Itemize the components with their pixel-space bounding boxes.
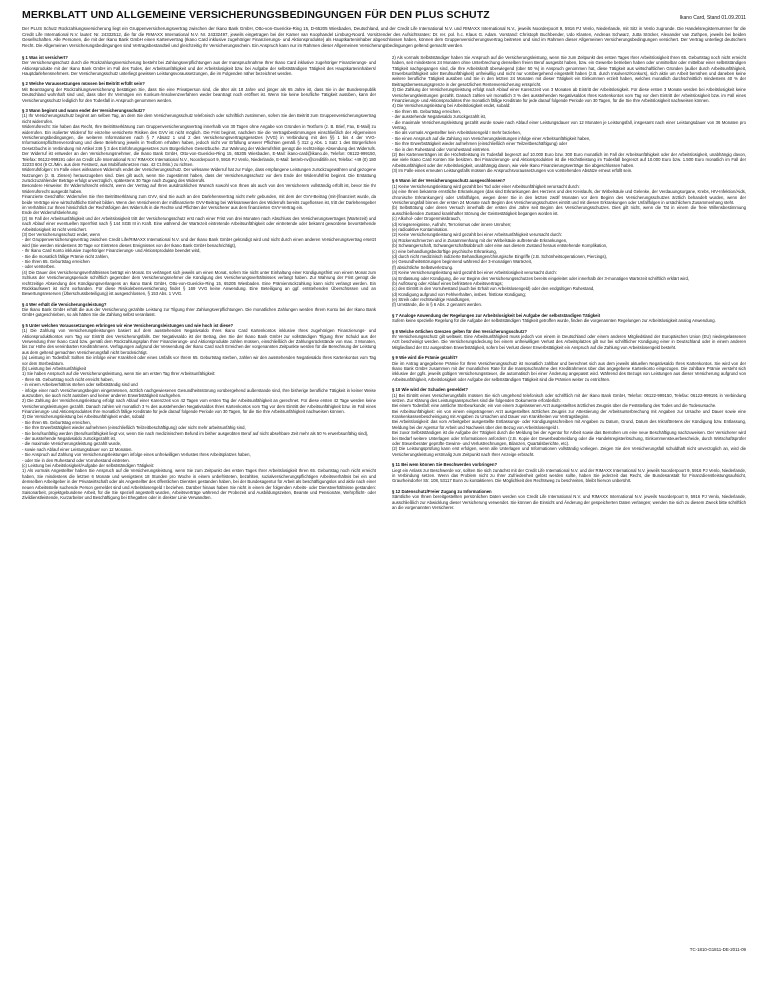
section xyxy=(392,313,746,324)
section-paragraph: (2) Im Fall der Arbeitsunfähigkeit und der Arbeitslosigkeit tritt der Versicherungsschutz erst nach einer Frist von drei Monaten nach Abschluss des Versicherungsvertrages (Wartezeit) und nach Ablauf einer eventuellen Sperrfrist nach § 144 SGB III in Kraft. Eine während der Wartezeit eintretende Arbeitsunfähigkeit oder eintretende oder bekannt gewordene bevorstehende Arbeitslosigkeit ist nicht versichert. xyxy=(22,215,376,232)
section-paragraph: Die im Antrag angegebene Prämie für Ihren Versicherungsschutz ist monatlich zahlbar und berechnet sich aus dem jeweils aktuellen Negativsaldo Ihres Kartenkontos. Sie wird von der Ikano Bank GmbH zusammen mit der monatlichen Rate für die Inanspruchnahme des Kreditrahmens über das angegebene Kartenkonto eingezogen. Die zahlbare Prämie versteht sich inklusive der ggfs. jeweils gültigen Versicherungssteuer, die automatisch bei einer Änderung angepasst wird. Während des Bezugs von Leistungen aus dieser Versicherung aufgrund von Arbeitsunfähigkeit, Arbeitslosigkeit oder Aufgabe der selbstständigen Tätigkeit sind die Prämien weiter zu entrichten. xyxy=(392,360,746,382)
section-paragraph: 3) Die Versicherungsleistung bei Arbeitsunfähigkeit endet, sobald xyxy=(22,414,145,420)
section-paragraph: (c) Leistung bei Arbeitslosigkeit/Aufgabe der selbstständigen Tätigkeit: xyxy=(22,463,154,468)
section-paragraph: (4) Die Dauer des Versicherungsverhältnisses beträgt ein Monat. Es verlängert sich jeweils um einen Monat, sofern Sie nicht unter Einhaltung einer Kündigungsfrist von einem Monat zum Schluss der Versicherungsperiode schriftlich gegenüber dem Versicherungsnehmer die Kündigung des Versicherungsverhältnisses verlangt haben. Zur Wahrung der Frist genügt die rechtzeitige Absendung des Kündigungsverlangens an Ikano Bank GmbH, Otto-von-Guericke-Ring 15, 65205 Wiesbaden. Eine Prämienrückzahlung kann nicht verlangt werden. Ein Rückkaufswert ist nicht vorhanden. Für diese Risikolebensversicherung findet § 169 VVG keine Anwendung. Eine Beteiligung an ggf. entstehenden Überschüssen und an Bewertungsreserven (Überschussbeteiligung) ist ausgeschlossen, § 153 Abs. 1 VVG. xyxy=(22,269,376,297)
two-column-body xyxy=(22,55,746,510)
section-paragraph: - Sie als vormals Angestellter kein Arbeitslosengeld I mehr beziehen, xyxy=(392,130,521,136)
section-paragraph: - der ausstehende Negativsaldo zurückgezahlt ist, xyxy=(392,114,487,120)
section-title: § 5 Unter welchen Voraussetzungen erbringen wir eine Versicherungsleistungen und wie hoch ist diese? xyxy=(22,322,234,328)
section-title: § 6 Wann ist der Versicherungsschutz ausgeschlossen? xyxy=(392,178,506,184)
section-paragraph: - Sie Ihren 65. Geburtstag erreichen xyxy=(22,258,90,264)
intro-paragraph: Der PLUS Schutz Rückzahlungsversicherung liegt ein Gruppenversicherungsvertrag zwischen der Ikano Bank GmbH, Otto-von-Guericke-Ring 15, D-65205 Wiesbaden, Deutschland, und der Credit Life International N.V. und RIMAXX International N.V., jeweils Noorderpoort 9, 5916 PJ Venlo, Niederlande, mit Sitz in Venlo zugrunde. Die Handelsregisternummer für die Credit Life International N.V. lautet: Nr. 24332512, die für die RIMAXX International N.V. Nr. 24332497, jeweils eingetragen bei der Kamer van Koophandel Limburg-Noord. Vorsitzender des Aufsichtsrates: Dr. rer. pol. h.c. Klaus G. Adam. Vorstand: Christoph Buchbender, Udo Klanten, Andreas Schwarz, Jutta Stöcker, Alexander van Zuthpen, jeweils bei beiden Gesellschaften. Alle Personen, die mit der Ikano Bank GmbH einen Kartenvertrag (Ikano Card inklusive zugehöriger Finanzierungs- und Aktionsprodukte) als Hauptkarteninhaber abgeschlossen haben, können dem Gruppenversicherungsvertrag beitreten und sind im Rahmen dieser Allgemeinen Versicherungsbedingungen versichert. Der Vertrag unterliegt deutschem Recht. Die Allgemeinen Versicherungsbedingungen sind Vertragsbestandteil und gleichzeitig Ihr Versicherungsschein. Ein Anspruch kann nur im Rahmen dieser Allgemeinen Versicherungsbedingungen geltend gemacht werden. xyxy=(22,26,746,49)
section-paragraph: Bei Arbeitslosigkeit: das vom Arbeitgeber ausgestellte Entlassungs- oder Kündigungsschreiben mit Angaben zu Datum, Grund, Datum des Inkrafttretens der Kündigung bzw. Entlassung, Meldung bei der Agentur für Arbeit und Nachweis über den Bezug von Arbeitslosengeld I. xyxy=(392,419,746,430)
section xyxy=(392,55,746,174)
section-paragraph: (b) Auflösung oder Ablauf eines befristeten Arbeitsvertrags; xyxy=(392,280,503,286)
section-paragraph: (c) Alkohol- oder Drogenmissbrauch, xyxy=(392,216,461,222)
section-paragraph: (e) radioaktive Kontamination. xyxy=(392,226,449,232)
section-paragraph: 4) Die Versicherungsleistung bei Arbeitslosigkeit endet, sobald: xyxy=(392,103,511,109)
section-paragraph: (1) Bei Eintritt eines Versicherungsfalls müssen Sie sich umgehend telefonisch oder schriftlich mit der Ikano Bank GmbH, Telefon: 06122-999150, Telefax: 06122-999191 in Verbindung setzen. Zur Klärung des Leistungsanspruches sind die folgenden Dokumente erforderlich: xyxy=(392,392,746,403)
section xyxy=(392,329,746,351)
left-column xyxy=(22,55,376,510)
section-title: § 10 Wie wird der Schaden gemeldet? xyxy=(392,387,469,393)
section-paragraph: (a) Rückenschmerzen und in Zusammenhang mit der Wirbelsäule auftretende Erkrankungen, xyxy=(392,237,568,243)
section-paragraph: - Sie in den Ruhestand oder Vorruhestand eintreten. xyxy=(392,146,491,152)
section-title: § 7 Analoge Anwendung der Regelungen zur Arbeitslosigkeit bei Aufgabe der selbstständigen Tätigkeit xyxy=(392,312,601,318)
section-paragraph: Ende der Widerrufsbelehrung xyxy=(22,210,78,216)
section-paragraph: - Sie die monatlich fällige Prämie nicht zahlen, xyxy=(22,253,109,259)
section-paragraph: (3) Keine Versicherungsleistung wird gezahlt bei einer Arbeitslosigkeit verursacht durch: xyxy=(392,270,557,276)
right-column xyxy=(392,55,746,510)
section-title: § 2 Welche Voraussetzungen müssen bei Beitritt erfüllt sein? xyxy=(22,81,145,87)
section xyxy=(22,81,376,103)
section-paragraph: (2) Die Leistungsprüfung kann erst erfolgen, wenn alle Unterlagen und Informationen vollständig vorliegen. Zeigen Sie den Versicherungsfall schuldhaft nicht unverzüglich an, wird die Versicherungsleistung erstmalig zum Zeitpunkt nach Ihrer Anzeige erbracht. xyxy=(392,446,746,457)
section-paragraph: - oder Sie in den Ruhestand oder Vorruhestand eintreten. xyxy=(22,457,130,463)
section-paragraph: - die maximale Versicherungsleistung gezahlt wurde, xyxy=(22,441,122,447)
section-paragraph: (3) Im Falle eines erneuten Leistungsfalls müssen die Anspruchsvoraussetzungen von vorstehenden Absätze erneut erfüllt sein. xyxy=(392,168,633,174)
section-paragraph: Besondere Hinweise: Ihr Widerrufsrecht erlischt, wenn der Vertrag auf Ihren ausdrücklichen Wunsch sowohl von Ihnen als auch von den Versicherern vollständig erfüllt ist, bevor Sie Ihr Widerrufsrecht ausgeübt haben. xyxy=(22,183,376,194)
section-paragraph: Sämtliche von Ihnen bereitgestellten persönlichen Daten werden von Credit Life International N.V. und RIMAXX International N.V. jeweils Noorderpoort 9, 5916 PJ Venlo, Niederlande, ausschließlich zur Abwicklung dieser Versicherung verwendet. Sie können die Einsicht und Änderung der gespeicherten Daten verlangen; wenden Sie sich zu diesem Zweck bitte schriftlich an die vorgenannten Versicherer. xyxy=(392,494,746,510)
section-paragraph: - sowie nach Ablauf einer Leistungsdauer von 12 Monaten. xyxy=(22,446,133,452)
section-paragraph: (d) Kriegsereignisse, Aufruhr, Terrorismus oder innere Unruhen; xyxy=(392,221,512,227)
section xyxy=(22,323,376,501)
section-title: § 12 Datenschutz/Freier Zugang zu Informationen xyxy=(392,488,492,494)
document-title: MERKBLATT UND ALLGEMEINE VERSICHERUNGSBEDINGUNGEN FÜR DEN PLUS SCHUTZ xyxy=(22,9,490,21)
section-paragraph: - Sie Anspruch auf Zahlung von Versicherungsleistungen infolge eines unfreiwilligen Verlustes Ihres Arbeitsplatzes haben, xyxy=(22,452,251,458)
section xyxy=(392,489,746,511)
section-paragraph: (e) Gesundheitsstörungen beginnend während der 3-monatigen Wartezeit, xyxy=(392,259,532,265)
section-paragraph: - Ihr Ikano Card Konto inklusive zugehöriger Finanzierungs- und Aktionsprodukte beendet wird, xyxy=(22,248,201,254)
document-code: TC-1810-G1811-DE-2011-09 xyxy=(689,947,746,952)
section xyxy=(392,462,746,484)
section-paragraph: Der Versicherungsschutz durch die Rückzahlungsversicherung besteht bei Zahlungsverpflichtungen aus der Inanspruchnahme Ihrer Ikano Card inklusive zugehöriger Finanzierungs- und Aktionsprodukte mit der Ikano Bank GmbH im Fall des Todes, der Arbeitsunfähigkeit und der Arbeitslosigkeit bzw. bei Aufgabe der selbstständigen Tätigkeit des Hauptkarteninhabers/ Hauptdarlehensnehmers. Der Versicherungsschutz unterliegt gewissen Leistungsvoraussetzungen, die im Folgenden näher bezeichnet werden. xyxy=(22,60,376,77)
section-paragraph: - Sie berufsunfähig werden (Berufsunfähigkeit liegt vor, wenn Sie nach medizinischem Befund im bisher ausgeübten Beruf auf nicht absehbare Zeit mehr als 50 % erwerbsunfähig sind), xyxy=(22,430,369,436)
section xyxy=(22,302,376,318)
section-paragraph: Ihr Versicherungsschutz gilt weltweit. Eine Arbeitsunfähigkeit muss jedoch von einem in Deutschland oder einem anderen Mitgliedsland der Europäischen Union (EU) niedergelassenen Arzt bescheinigt werden. Die Versicherungsdeckung bei einem unfreiwilligen Verlust des Arbeitsplatzes gilt nur bei schriftlicher Kündigung einer in Deutschland oder in einem anderen Mitgliedland der EU ausgeübten Erwerbstätigkeit, sofern bei Verlust dieser Erwerbstätigkeit ein Anspruch auf die Zahlung von Arbeitslosengeld besteht. xyxy=(392,334,746,350)
section-paragraph: - der ausstehende Negativsaldo zurückgezahlt ist, xyxy=(22,436,117,442)
section-paragraph: (b) Selbsttötung oder deren Versuch innerhalb der ersten drei Jahre seit Beginn des Versicherungsschutzes. Dies gilt nicht, wenn die Tat in einem die freie Willensbestimmung ausschließenden Zustand krankhafter Störung der Geistestätigkeit begangen worden ist. xyxy=(392,205,746,216)
document-date: Ikano Card, Stand 01.09.2011 xyxy=(679,15,746,21)
section-paragraph: Sofern keine spezielle Regelung für die Aufgabe der selbstständigen Tätigkeit getroffen wurde, finden die vorgenannten Regelungen zur Arbeitslosigkeit analog Anwendung. xyxy=(392,318,716,324)
section-paragraph: (b) Schwangerschaft, Schwangerschaftsabbruch oder eine aus diesem Zustand heraus entstehende Komplikation, xyxy=(392,243,608,249)
section-paragraph: Liegt ein Anlass zur Beschwerde vor, sollten Sie sich zunächst mit der Credit Life International N.V. und der RIMAXX International N.V. jeweils Noorderpoort 9, 5916 PJ Venlo, Niederlande, in Verbindung setzen. Wenn das Problem nicht zu Ihrer Zufriedenheit gelöst werden sollte, haben Sie jederzeit das Recht, die Bundesanstalt für Finanzdienstleistungsaufsicht, Graurheindorfer Str. 108, 53117 Bonn zu kontaktieren. Die Möglichkeit den Rechtsweg zu beschreiten, bleibt hiervon unberührt. xyxy=(392,467,746,484)
document-header xyxy=(22,9,746,21)
section-paragraph: Bei Arbeitsunfähigkeit: ein von einem eingetragenen Arzt ausgestelltes ärztliches Zeugnis zur Attestierung der Arbeitsunterbrechung mit Angaben zur Ursache und Dauer sowie eine Krankenkassenbescheinigung mit Angaben zu Ursachen und Dauer von Krankheiten vor Vertragsbeginn. xyxy=(392,408,746,420)
section-paragraph: - die maximale Versicherungsleistung gezahlt wurde sowie nach Ablauf einer Leistungsdauer von 12 Monaten je Leistungsfall, insgesamt nach einer Leistungsdauer von 36 Monaten pro Vertrag, xyxy=(392,119,746,130)
section-paragraph: Bei zuvor Selbstständigen ist die Aufgabe der Tätigkeit durch die Meldung bei der Agentur für Arbeit sowie das Bemühen um eine neue Beschäftigung nachzuweisen. Der Versicherer wird bei Bedarf weitere Unterlagen oder Informationen anfordern (z.B. Kopie der Gewerbeabmeldung oder die Handelsregisterlöschung, Einkommensteuerbescheide, durch Wirtschaftsprüfer oder Steuerberater geprüfte Gewinn- und Verlustrechnungen, Bilanzen, Quartalsberichte, etc). xyxy=(392,430,746,447)
section-paragraph: - Sie Ihre Erwerbstätigkeit wieder aufnehmen (einschließlich einer Teilzeitbeschäftigung) oder xyxy=(392,141,568,147)
section-paragraph: (d) durch nicht medizinisch indizierte Behandlungen/chirurgische Eingriffe (z.B. Schönheitsoperationen, Piercings), xyxy=(392,253,608,259)
section-paragraph: - infolge einer nach Versicherungsbeginn eingetretenen, ärztlich nachgewiesenen Gesundheitsstörung vorübergehend außerstande sind, Ihre bisherige berufliche Tätigkeit in keiner Weise auszuüben, sie auch nicht ausüben und keiner anderen Erwerbstätigkeit nachgehen. xyxy=(22,387,376,398)
section-paragraph: Die Ikano Bank GmbH erhält die aus der Versicherung gezahlte Leistung zur Tilgung Ihrer Zahlungsverpflichtungen. Die monatlichen Zahlungen werden Ihrem Konto bei der Ikano Bank GmbH gutgeschrieben, so als hätten Sie die Zahlung selbst veranlasst. xyxy=(22,307,376,318)
section-paragraph: - oder versterben. xyxy=(22,264,56,270)
section-paragraph: (c) den Eintritt in den Vorruhestand (auch bei Erhalt von Arbeitslosengeld) oder den endgültigen Ruhestand, xyxy=(392,286,595,292)
section-paragraph: 2) Als vormals Selbstständiger haben Sie Anspruch auf die Versicherungsleistung, wenn Sie zum Zeitpunkt des ersten Tages Ihrer Arbeitslosigkeit Ihren 65. Geburtstag noch nicht erreicht haben, seit mindestens 24 Monaten ohne Unterbrechung denselben freien Beruf ausgeübt haben, bzw. ein Gewerbe betrieben haben oder unmittelbar oder mittelbar einer selbstständigen Tätigkeit nachgegangen sind, die Ihre Arbeitskraft überwiegend (über 50 %) in Anspruch genommen hat, diese Tätigkeit aus wirtschaftlichen Gründen (außer durch Arbeitsunfähigkeit, Erwerbsunfähigkeit oder Berufsunfähigkeit) unfreiwillig und nicht nur vorübergehend eingestellt haben (z.B. durch Insolvenz/Konkurs), sich aktiv um Arbeit bemühen und daneben keine weitere berufliche Tätigkeit ausüben und Sie in den letzten 24 Monaten mit dieser Tätigkeit ein Einkommen erzielt haben, welches monatlich durchschnittlich mindestens 40 % der Beitragsbemessungsgrenze in der gesetzlichen Rentenversicherung entspricht. xyxy=(392,54,746,87)
section-paragraph: (b) Leistung bei Arbeitsunfähigkeit xyxy=(22,365,87,371)
section-paragraph: (2) Bei Kartenverträgen ist die Höchstleistung im Todesfall begrenzt auf 10.000 Euro bzw. 300 Euro monatlich im Fall der Arbeitsunfähigkeit oder der Arbeitslosigkeit, unabhängig davon, wie viele Ikano Card Konten Sie besitzen. Bei Finanzierungs- und Aktionsprodukten ist die Höchstleistung im Todesfall begrenzt auf 10.000 Euro bzw. 1.500 Euro monatlich im Fall der Arbeitsunfähigkeit oder der Arbeitslosigkeit, unabhängig davon, wie viele Ikano Finanzierungsverträge Sie abgeschlossen haben. xyxy=(392,151,746,168)
section-paragraph: 1) Als vormals Angestellter haben Sie Anspruch auf die Versicherungsleistung, wenn Sie zum Zeitpunkt des ersten Tages Ihrer Arbeitslosigkeit Ihren 65. Geburtstag noch nicht erreicht haben, Sie mindestens die letzten 6 Monate und wenigstens 18 Stunden pro Woche in einem unbefristeten, bezahlten, sozialversicherungspflichtigen Arbeitsverhältnis bei ein und demselben Arbeitgeber in der Privatwirtschaft oder als Angestellter des öffentlichen Dienstes gestanden haben, bei der Bundesagentur für Arbeit als beschäftigungslos und aktiv nach einer neuen Arbeitsstelle suchende Person gemeldet sind und Arbeitslosengeld I beziehen. Darüber hinaus haben Sie nicht in einem der folgenden Arbeits- oder Dienstverhältnisse gestanden: Saisonarbeit, projektgebundene Arbeit, für die Sie speziell angestellt wurden, Arbeitsverträge während der Probezeit und Ausbildungszeiten, Beamte und Pensionäre, Wehrpflicht- oder Zivildienstleistende, Kurzarbeiter und Beschäftigung bei Ehegatten oder in direkter Linie Verwandten. xyxy=(22,468,376,501)
section-paragraph: - Sie Ihre Erwerbstätigkeit wieder aufnehmen (einschließlich Teilzeitbeschäftigung) oder nicht mehr arbeitsunfähig sind, xyxy=(22,425,246,431)
section-paragraph: Mit Beantragung der Rückzahlungsversicherung bestätigen Sie, dass Sie eine Privatperson sind, die älter als 18 Jahre und jünger als 65 Jahre ist, dass Sie in der Bundesrepublik Deutschland wohnhaft sind und, dass über Ihr Vermögen ein Konkurs-/Insolvenzverfahren weder beantragt noch eröffnet ist. Wenn Sie keine berufliche Tätigkeit ausüben, kann der Versicherungsschutz lediglich für den Todesfall in Anspruch genommen werden. xyxy=(22,86,376,103)
section-title: § 11 Bei wem können Sie Beschwerden vorbringen? xyxy=(392,462,498,468)
section-paragraph: 3) Die Zahlung der Versicherungsleistung erfolgt nach Ablauf einer Karenzzeit von 3 Monaten ab Eintritt der Arbeitslosigkeit. Für diese ersten 3 Monate werden bei Arbeitslosigkeit keine Versicherungsleistungen gezahlt. Danach zahlen wir monatlich 3 % des ausstehenden Negativsaldos Ihres Kartenkontos vom Tag vor dem Eintritt der Arbeitslosigkeit bzw. im Fall eines Finanzierungs- und Aktionsproduktes Ihre monatlich fällige Kreditrate für jede darauf folgende Periode von 30 Tagen, für die Sie Ihre Arbeitslosigkeit nachweisen können. xyxy=(392,87,746,103)
section xyxy=(392,355,746,382)
section-title: § 4 Wer erhält die Versicherungsleistung? xyxy=(22,301,107,307)
section-paragraph: (f) absichtliche Selbstverletzung. xyxy=(392,264,454,270)
section-paragraph: (1) Keine Versicherungsleistung wird gezahlt bei Tod oder einer Arbeitsunfähigkeit verursacht durch: xyxy=(392,183,580,189)
section-paragraph: (3) Der Versicherungsschutz endet, wenn xyxy=(22,231,100,237)
section-paragraph: (a) eine Ihnen bekannte ernstliche Erkrankungen (das sind Erkrankungen des Herzens und des Kreislaufs, der Wirbelsäule und Gelenke, der Verdauungsorgane, Krebs, HIV-Infektion/Aids, chronische Erkrankungen) oder Unfallfolgen, wegen derer Sie in den letzten zwölf Monaten vor dem Beginn des Versicherungsschutzes ärztlich behandelt wurden, wenn der Versicherungsfall binnen der ersten 24 Monate nach Beginn des Versicherungsschutzes eintritt und mit diesen Erkrankungen oder Unfallfolgen in ursächlichem Zusammenhang steht. xyxy=(392,189,746,206)
section-paragraph: (f) Umstände, die in § 6 Abs. 2 genannt werden. xyxy=(392,302,483,308)
section-paragraph: - in einem Arbeitverhältnis stehen oder selbstständig sind und xyxy=(22,382,138,388)
section-title: § 8 Welche örtlichen Grenzen gelten für den Versicherungsschutz? xyxy=(392,328,528,334)
section-paragraph: Finanzierte Geschäfte: Widerrufen Sie Ihre Beitrittserklärung zum GVV, sind Sie auch an den Darlehensvertrag nicht mehr gebunden, mit dem der GVV-Beitrag (mit-)finanziert wurde, da beide Verträge eine wirtschaftliche Einheit bilden. Wenn den Versicherern der mitfinanzierte GVV-Beitrag bei Wirksamwerden des Widerrufs bereits zugeflossen ist, tritt der Darlehensgeber im Verhältnis zur Ihnen hinsichtlich der Rechtsfolgen des Widerrufs in die Rechte und Pflichten der Versicherer aus dem finanzierten GVV-Vertrag ein. xyxy=(22,194,376,211)
section-paragraph: (1) Ihr Versicherungsschutz beginnt am selben Tag, an dem Sie dem Versicherungsschutz telefonisch oder schriftlich zustimmen, sofern Sie den Beitritt zum Gruppenversicherungsvertrag nicht widerrufen. xyxy=(22,113,376,124)
section-title: § 9 Wie wird die Prämie gezahlt? xyxy=(392,355,458,361)
section-paragraph: (c) eine behandlungsbedürftige psychische Erkrankung, xyxy=(392,248,497,254)
section-title: § 3 Wann beginnt und wann endet der Versicherungsschutz? xyxy=(22,108,145,113)
section-paragraph: - Sie Ihren 65. Geburtstag erreichen, xyxy=(22,419,91,425)
section xyxy=(22,55,376,77)
section-paragraph: (d) Kündigung aufgrund von Fehlverhalten, insbes. fristlose Kündigung; xyxy=(392,291,526,297)
section-paragraph: Bei einem Todesfall: eine amtliche Sterbeurkunde; ein von einem zugelassenen Arzt ausgestelltes ärztliches Zeugnis über die Feststellung des Todes und die Todesursache. xyxy=(392,403,717,409)
section-paragraph: - Ihren 65. Geburtstag noch nicht erreicht haben, xyxy=(22,376,114,382)
section xyxy=(392,178,746,307)
section-paragraph: (1) Die Zahlung von Versicherungsleistungen basiert auf dem ausstehenden Negativsaldo Ihres Ikano Card Kartenkontos inklusive Ihres zugehörigen Finanzierungs- und Aktionsproduktkontos vom Tag vor Eintritt des Versicherungsfalls. Der Negativsaldo ist der Betrag, den Sie der Ikano Bank GmbH zur vollständigen Tilgung Ihrer Schuld aus der Verwendung Ihrer Ikano Card bzw. gemäß dem Rückzahlungsplan Ihrer Finanzierungs- und Aktionsprodukte zahlen müssen, einschließlich der Zahlungsrückstände von max. 3 Monaten, bis zur Höhe des vereinbarten Kreditrahmens. Verfügungen aufgrund der Verwendung der Ikano Card nach Erreichen der vorgenannten Zeitpunkte werden für die Berechnung der Leistung aus dem geltend gemachten Versicherungsfall nicht berücksichtigt. xyxy=(22,328,376,355)
section-paragraph: 2) Die Zahlung der Versicherungsleistung erfolgt nach Ablauf einer Karenzzeit von 42 Tagen vom ersten Tag der Arbeitsunfähigkeit an gerechnet. Für diese ersten 42 Tage werden keine Versicherungsleistungen gezahlt. Danach zahlen wir monatlich 3 % des ausstehenden Negativsaldos Ihres Kartenkontos vom Tag vor dem Eintritt der Arbeitsunfähigkeit bzw. im Fall eines Finanzierungs- und Aktionsproduktes Ihre monatlich fällige Kreditrate für jede darauf folgende Periode von 30 Tagen, für die Sie Ihre Arbeitsunfähigkeit nachweisen können. xyxy=(22,398,376,415)
section-paragraph: 1) Sie haben Anspruch auf die Versicherungsleistung, wenn Sie am ersten Tag Ihrer Arbeitsunfähigkeit: xyxy=(22,371,216,377)
section-paragraph: - Sie einen Anspruch auf die Zahlung von Versicherungsleistungen infolge einer Arbeitsunfähigkeit haben, xyxy=(392,135,591,141)
section-paragraph: (a) Leistung im Todesfall: Sollten Sie infolge einer Krankheit oder eines Unfalls vor Ihrem 65. Geburtstag sterben, zahlen wir den ausstehenden Negativsaldo Ihres Kartenkontos vom Tag vor dem Sterbedatum. xyxy=(22,355,376,366)
section-paragraph: - Sie Ihren 65. Geburtstag erreichen, xyxy=(392,108,461,114)
section xyxy=(392,387,746,457)
section-paragraph: Widerrufsrecht: Sie haben das Recht, Ihre Beitrittserklärung zum Gruppenversicherungsvertrag innerhalb von 30 Tagen ohne Angabe von Gründen in Textform (z. B. Brief, Fax, E-Mail) zu widerrufen. Ein isolierter Widerruf für einzelne versicherte Risiken des GVV ist nicht möglich. Die Frist beginnt, nachdem Sie die Vertragsbestimmungen einschließlich der Allgemeinen Versicherungsbedingungen, die weiteren Informationen nach § 7 Absatz 1 und 2 des Versicherungsvertragsgesetzes (VVG) in Verbindung mit den §§ 1 bis 4 der VVG-Informationspflichtenverordnung und diese Belehrung jeweils in Textform erhalten haben, jedoch nicht vor Erfüllung unserer Pflichten gemäß § 312 g Abs. 1 Satz 1 des Bürgerlichen Gesetzbuchs in Verbindung mit Artikel 246 § 3 des Einführungsgesetzes zum Bürgerlichen Gesetzbuche. Zur Wahrung der Widerrufsfrist genügt die rechtzeitige Absendung des Widerrufs. Der Widerruf ist entweder an den Versicherungsnehmer, die Ikano Bank GmbH, Otto-von-Guericke-Ring 15, 65205 Wiesbaden, E-Mail: ikano-card@ikano.de, Telefon: 06122-999150, Telefax: 06122-999191 oder an Credit Life International N.V./ RIMAXX International N.V., Noorderpoort 9, 5916 PJ Venlo, Niederlande, E-Mail: betreb-nv@creditlife.net, Telefax: +49 (0) 180 32233 604 (9 Ct./Min. aus dem Festnetz, aus Mobilfunknetzen max. 42 Ct./Min.) zu richten. xyxy=(22,124,376,167)
section-paragraph: - der Gruppenversicherungsvertrag zwischen Credit Life/RIMAXX International N.V. und der Ikano Bank GmbH gekündigt wird und nicht durch einen anderen Versicherungsvertrag ersetzt wird (Sie werden mindestens 30 Tage vor Eintreten dieses Ereignisses von der Ikano Bank GmbH benachrichtigt), xyxy=(22,237,376,248)
section-paragraph: (2) Keine Versicherungsleistung wird gezahlt bei einer Arbeitsunfähigkeit verursacht durch: xyxy=(392,232,563,238)
section-paragraph: (e) Streik oder rechtswidrige Handlungen, xyxy=(392,297,471,303)
section-paragraph: Widerrufsfolgen: Im Falle eines wirksamen Widerrufs endet der Versicherungsschutz. Der wirksame Widerruf hat zur Folge, dass empfangene Leistungen zurückzugewähren und gezogene Nutzungen (z. B. Zinsen) herauszugeben sind. Dies gilt auch, wenn Sie zugestimmt haben, dass der Versicherungsschutz vor dem Ende der Widerrufsfrist beginnt. Die Erstattung zurückzuzahlender Beträge erfolgt unverzüglich, spätestens 30 Tage nach Zugang des Widerrufs. xyxy=(22,167,376,184)
section-paragraph: (a) Entlassung oder Kündigung, die vor Beginn des Versicherungsschutzes bereits eingeleitet oder innerhalb der 3-monatigen Wartezeit schriftlich erklärt wird, xyxy=(392,275,690,281)
section xyxy=(22,108,376,297)
section-title: § 1 Was ist versichert? xyxy=(22,54,68,60)
